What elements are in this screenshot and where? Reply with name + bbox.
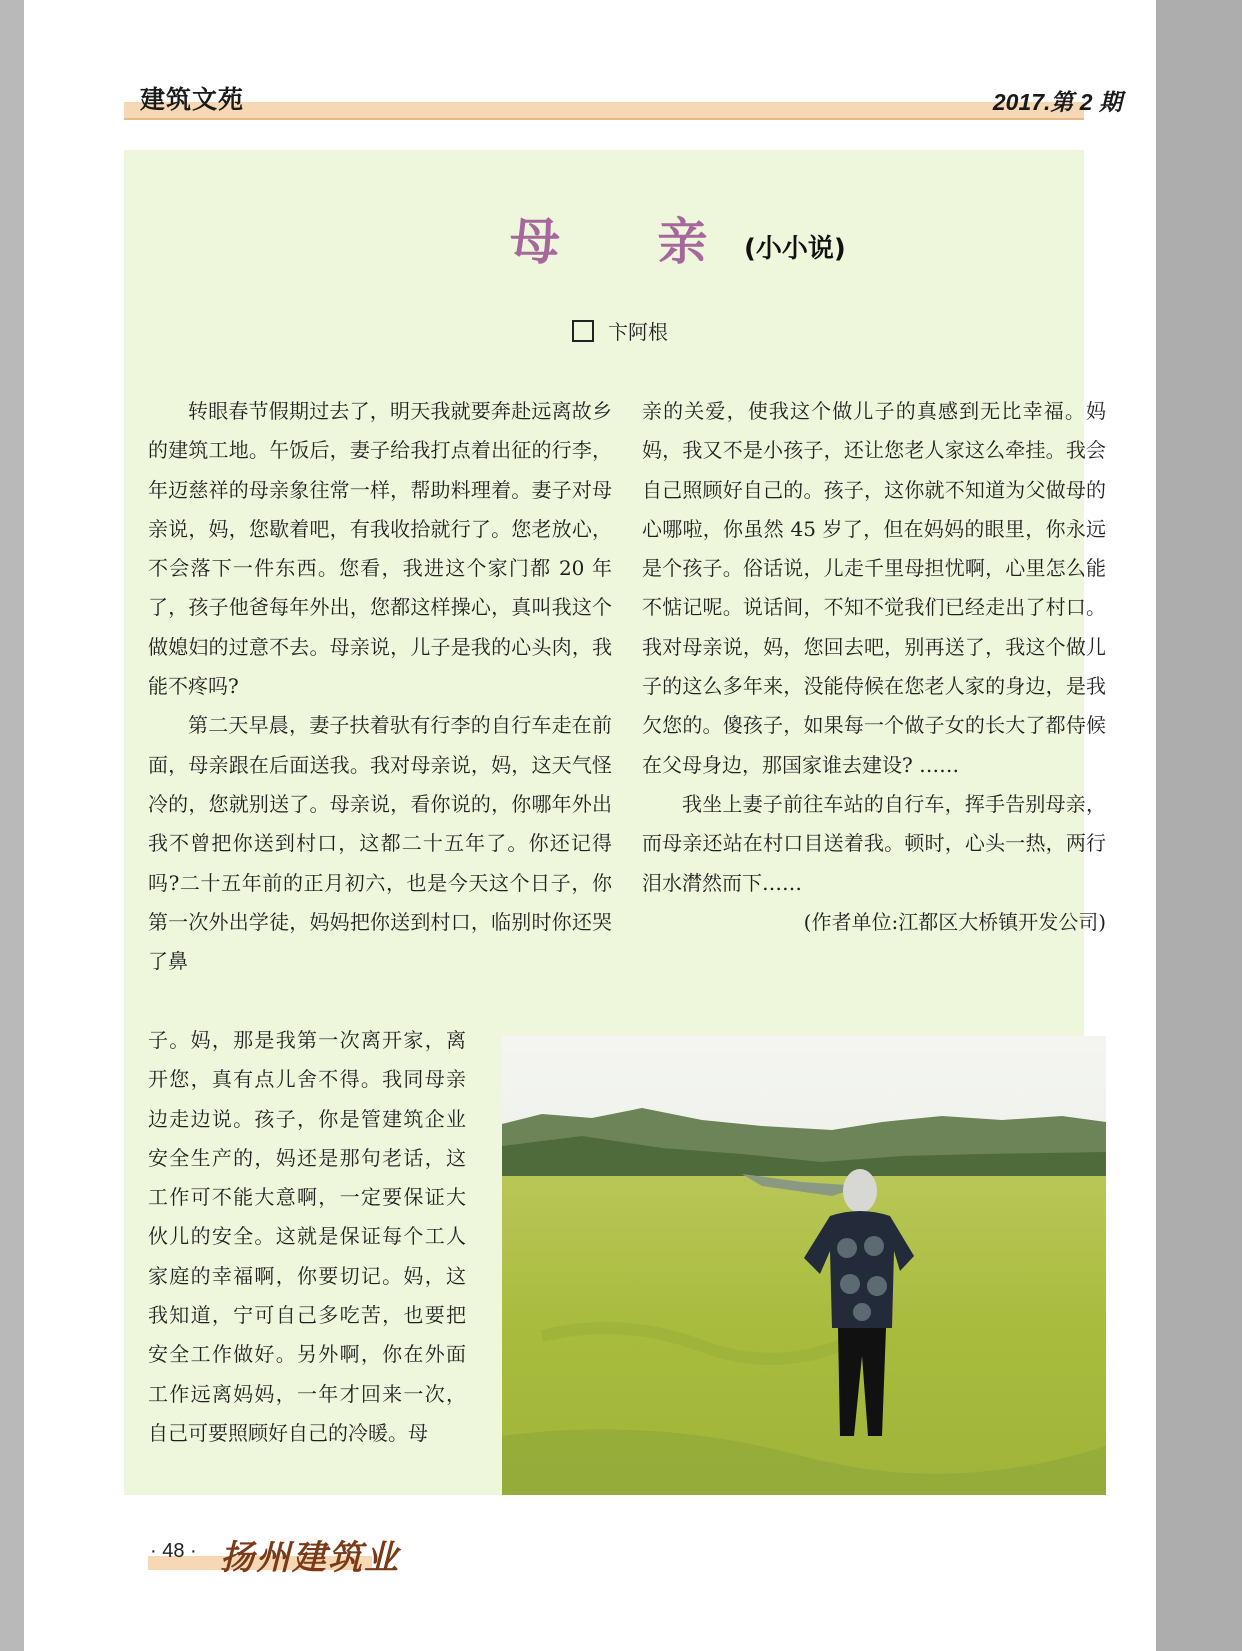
header-rule [124,118,1084,120]
section-name: 建筑文苑 [140,85,245,114]
wrap-column [148,1021,466,1453]
paragraph: 子。妈，那是我第一次离开家，离开您，真有点儿舍不得。我同母亲边走边说。孩子，你是管建筑企业安全生产的，妈还是那句老话，这工作可不能大意啊，一定要保证大伙儿的安全。这就是保证每个工人家庭的幸福啊，你要切记。妈，这我知道，宁可自己多吃苦，也要把安全工作做好。另外啊，你在外面工作远离妈妈，一年才回来一次，自己可要照顾好自己的冷暖。母 [148,1028,466,1445]
author-name: 卞阿根 [608,320,668,344]
viewer-left-edge [0,0,24,1651]
article-photo [502,1036,1106,1495]
page-number: · 48 · [150,1540,197,1562]
paragraph: 第二天早晨，妻子扶着驮有行李的自行车走在前面，母亲跟在后面送我。我对母亲说，妈，这天气怪冷的，您就别送了。母亲说，看你说的，你哪年外出我不曾把你送到村口，这都二十五年了。你还记得吗?二十五年前的正月初六，也是今天这个日子，你第一次外出学徒，妈妈把你送到村口，临别时你还哭了鼻 [148,713,612,974]
right-column [642,392,1106,942]
issue-label: 2017.第 2 期 [992,89,1122,115]
paragraph: 我坐上妻子前往车站的自行车，挥手告别母亲，而母亲还站在村口目送着我。顿时，心头一热，两行泪水潸然而下…… [642,791,1106,895]
author-affiliation: (作者单位:江都区大桥镇开发公司) [803,909,1106,934]
left-column [148,392,612,981]
byline [572,316,668,345]
paragraph: 转眼春节假期过去了，明天我就要奔赴远离故乡的建筑工地。午饭后，妻子给我打点着出征的行李，年迈慈祥的母亲象往常一样，帮助料理着。妻子对母亲说，妈，您歇着吧，有我收拾就行了。您老放心，不会落下一件东西。您看，我进这个家门都 20 年了，孩子他爸每年外出，您都这样操心，真叫我这个做媳妇的过意不去。母亲说，儿子是我的心头肉，我能不疼吗? [148,399,612,699]
square-box-icon [572,320,594,342]
mother-in-field-image [502,1036,1106,1495]
magazine-logo: 扬州建筑业 [220,1538,400,1578]
article-genre: (小小说) [744,234,846,264]
article-title: 母 亲 [510,212,748,271]
header-band [124,102,1084,119]
paragraph: 亲的关爱，使我这个做儿子的真感到无比幸福。妈妈，我又不是小孩子，还让您老人家这么牵挂。我会自己照顾好自己的。孩子，这你就不知道为父做母的心哪啦，你虽然 45 岁了，但在妈妈的眼里，你永远是个孩子。俗话说，儿走千里母担忧啊，心里怎么能不惦记呢。说话间，不知不觉我们已经走出了村口。我对母亲说，妈，您回去吧，别再送了，我这个做儿子的这么多年来，没能侍候在您老人家的身边，是我欠您的。傻孩子，如果每一个做子女的长大了都侍候在父母身边，那国家谁去建设? …… [642,399,1106,777]
viewer-scrollbar-area[interactable] [1156,0,1242,1651]
